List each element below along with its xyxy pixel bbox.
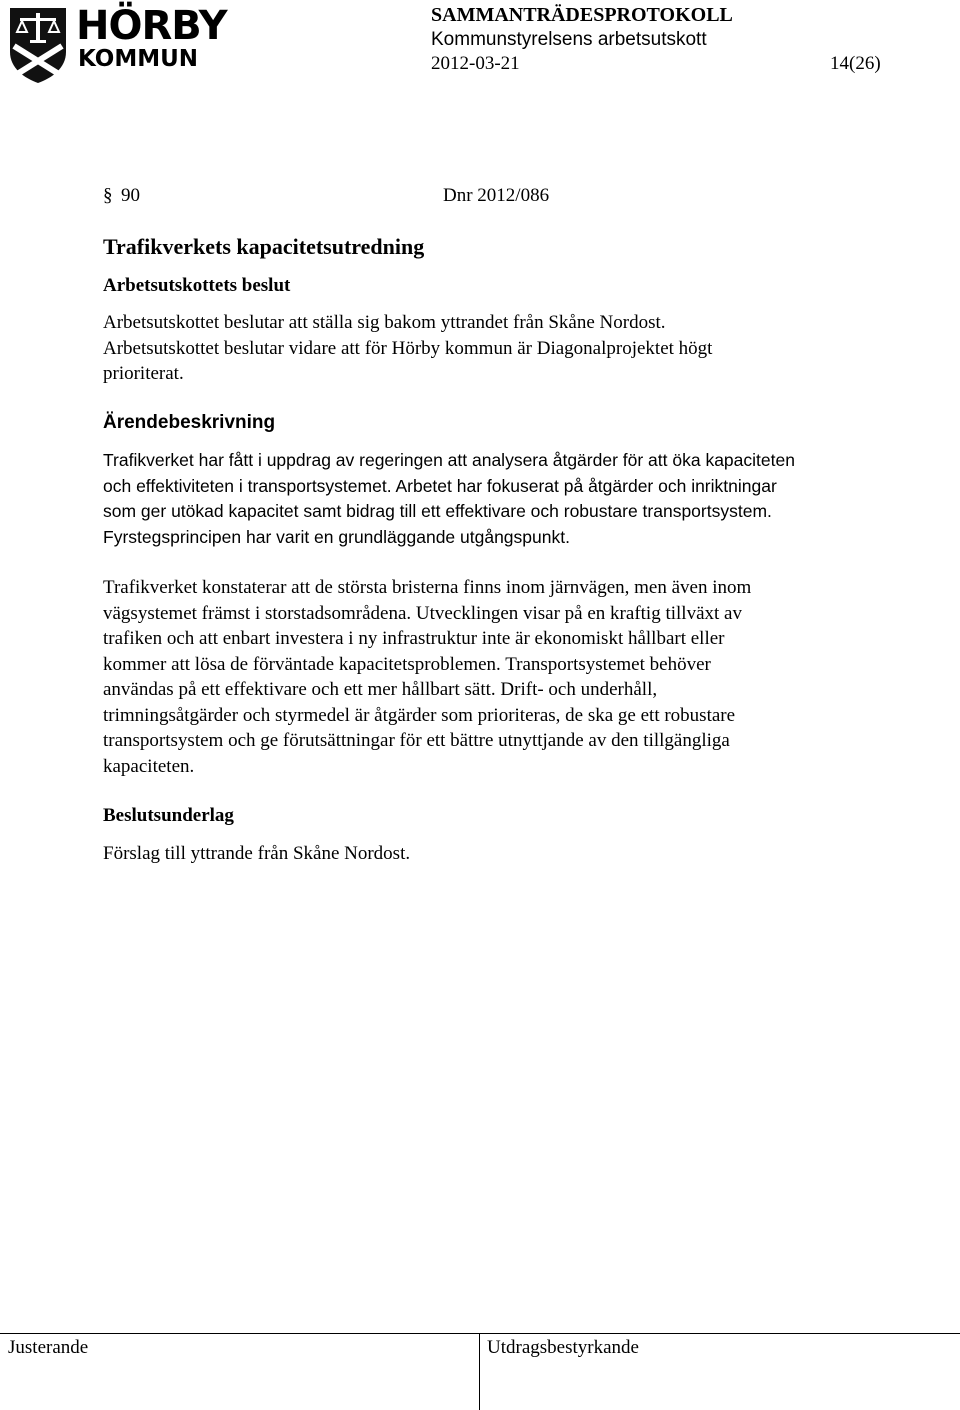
justerande-label: Justerande bbox=[8, 1337, 89, 1358]
footer-divider bbox=[479, 1333, 480, 1410]
beslut-line: Arbetsutskottet beslutar vidare att för Hörby kommun är Diagonalprojektet högt bbox=[103, 337, 713, 359]
underlag-heading: Beslutsunderlag bbox=[103, 805, 234, 826]
utdragsbestyrkande-label: Utdragsbestyrkande bbox=[487, 1337, 639, 1358]
logo-name-line1: HÖRBY bbox=[76, 3, 227, 49]
section-title: Trafikverkets kapacitetsutredning bbox=[103, 234, 425, 259]
footer-rule bbox=[0, 1333, 960, 1334]
beskrivning-line: trafiken och att enbart investera i ny infrastruktur inte är ekonomiskt hållbart eller bbox=[103, 628, 725, 649]
page-number: 14(26) bbox=[830, 53, 881, 74]
beslut-text bbox=[103, 310, 953, 387]
beskrivning-line: användas på ett effektivare och ett mer hållbart sätt. Drift- och underhåll, bbox=[103, 679, 658, 700]
logo-name-line2: KOMMUN bbox=[78, 46, 199, 72]
beskrivning-line: transportsystem och ge förutsättningar för ett bättre utnyttjande av den tillgängliga bbox=[103, 730, 730, 751]
coat-of-arms-icon bbox=[8, 6, 68, 84]
beslut-line: Arbetsutskottet beslutar att ställa sig bakom yttrandet från Skåne Nordost. bbox=[103, 312, 666, 333]
paragraph-sign: § bbox=[103, 185, 113, 206]
logo bbox=[8, 3, 227, 84]
beskrivning-line: vägsystemet främst i storstadsområdena. Utvecklingen visar på en kraftig tillväxt av bbox=[103, 602, 742, 624]
beskrivning-line: som ger utökad kapacitet samt bidrag till ett effektivare och robustare transportsystem. bbox=[103, 501, 772, 521]
underlag-text bbox=[103, 841, 953, 867]
beskrivning-line: och effektiviteten i transportsystemet. Arbetet har fokuserat på åtgärder och inriktningar bbox=[103, 475, 777, 496]
beskrivning-line: trimningsåtgärder och styrmedel är åtgärder som prioriteras, de ska ge ett robustare bbox=[103, 704, 736, 726]
beskrivning-line: kapaciteten. bbox=[103, 755, 195, 777]
document-title: SAMMANTRÄDESPROTOKOLL bbox=[431, 4, 733, 26]
beskrivning-line: Trafikverket konstaterar att de största bristerna finns inom järnvägen, men även inom bbox=[103, 577, 752, 598]
beslut-heading: Arbetsutskottets beslut bbox=[103, 275, 291, 296]
meeting-date: 2012-03-21 bbox=[431, 53, 520, 74]
beskrivning-line: Fyrstegsprincipen har varit en grundläggande utgångspunkt. bbox=[103, 526, 570, 547]
diary-number: Dnr 2012/086 bbox=[443, 185, 550, 206]
paragraph-number: 90 bbox=[121, 185, 140, 206]
beskrivning-line: kommer att lösa de förväntade kapacitetsproblemen. Transportsystemet behöver bbox=[103, 653, 711, 675]
beskrivning-paragraph-1 bbox=[103, 448, 953, 550]
underlag-line: Förslag till yttrande från Skåne Nordost. bbox=[103, 843, 411, 864]
beskrivning-line: Trafikverket har fått i uppdrag av regeringen att analysera åtgärder för att öka kapaciteten bbox=[103, 450, 795, 470]
beskrivning-heading: Ärendebeskrivning bbox=[103, 412, 276, 433]
beslut-line: prioriterat. bbox=[103, 363, 184, 384]
document-subtitle: Kommunstyrelsens arbetsutskott bbox=[431, 29, 707, 50]
beskrivning-paragraph-2 bbox=[103, 575, 953, 779]
